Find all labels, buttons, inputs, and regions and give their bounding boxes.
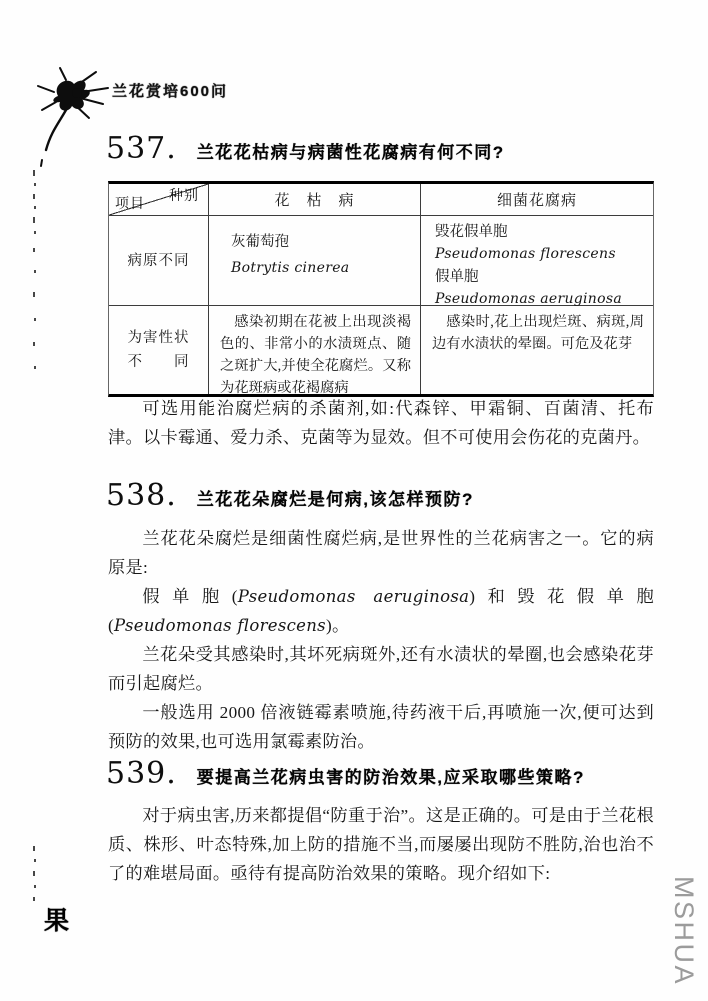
column-header-flower-blight: 花 枯 病	[209, 184, 421, 216]
column-header-bacterial-rot: 细菌花腐病	[421, 184, 653, 216]
pathogen-blight-cn: 灰葡萄孢	[231, 234, 289, 250]
corner-label-item: 项目	[115, 197, 145, 212]
pathogen-blight-cell	[209, 216, 421, 306]
paragraph: 可选用能治腐烂病的杀菌剂,如:代森锌、甲霜铜、百菌清、托布津。以卡霉通、爱力杀、克菌等为显效。但不可使用会伤花的克菌丹。	[108, 399, 654, 447]
disease-comparison-table	[108, 181, 654, 397]
question-539-answer	[108, 801, 654, 888]
question-538-answer	[108, 524, 654, 756]
question-538-heading	[106, 478, 474, 513]
question-539-title: 要提高兰花病虫害的防治效果,应采取哪些策略?	[196, 768, 585, 787]
running-head: 兰花赏培600问	[112, 83, 229, 100]
question-537-answer	[108, 394, 654, 452]
pathogen-bacterial-latin-2: Pseudomonas aeruginosa	[435, 291, 622, 308]
row-label-pathogen: 病原不同	[109, 216, 209, 306]
question-537-title: 兰花花枯病与病菌性花腐病有何不同?	[196, 143, 505, 162]
question-538-title: 兰花花朵腐烂是何病,该怎样预防?	[196, 490, 474, 509]
question-537-number: 537.	[106, 131, 177, 166]
paragraph: 兰花花朵腐烂是细菌性腐烂病,是世界性的兰花病害之一。它的病原是:	[108, 529, 654, 577]
corner-label-category: 种别	[169, 189, 199, 204]
question-539-heading	[106, 756, 585, 791]
row-label-symptoms	[109, 306, 209, 394]
pathogen-bacterial-latin-1: Pseudomonas florescens	[435, 246, 616, 263]
table-corner-cell	[109, 184, 209, 216]
symptoms-bacterial-cell: 感染时,花上出现烂斑、病斑,周边有水渍状的晕圈。可危及花芽	[432, 314, 644, 352]
question-537-heading	[106, 131, 505, 166]
paragraph-with-latin: 假单胞(Pseudomonas aeruginosa)和毁花假单胞(Pseudomonas florescens)。	[108, 587, 654, 635]
chapter-edge-tab: 果	[44, 907, 70, 935]
question-539-number: 539.	[106, 756, 177, 791]
paragraph: 一般选用 2000 倍液链霉素喷施,待药液干后,再喷施一次,便可达到预防的效果,也可选用氯霉素防治。	[108, 703, 654, 751]
question-538-number: 538.	[106, 478, 177, 513]
pathogen-bacterial-cn-2: 假单胞	[435, 268, 479, 285]
mshua-watermark: MSHUA	[669, 876, 699, 987]
paragraph: 兰花朵受其感染时,其坏死病斑外,还有水渍状的晕圈,也会感染花芽而引起腐烂。	[108, 645, 654, 693]
pathogen-bacterial-cell	[421, 216, 653, 306]
symptoms-label-line-2: 不 同	[127, 354, 190, 370]
symptoms-blight-cell: 感染初期在花被上出现淡褐色的、非常小的水渍斑点、随之斑扩大,并使全花腐烂。又称为花斑病或花褐腐病	[209, 306, 421, 394]
pathogen-blight-latin: Botrytis cinerea	[231, 260, 350, 276]
pathogen-bacterial-cn-1: 毁花假单胞	[435, 224, 508, 240]
paragraph: 对于病虫害,历来都提倡“防重于治”。这是正确的。可是由于兰花根质、株形、叶态特殊,加上防的措施不当,而屡屡出现防不胜防,治也治不了的难堪局面。亟待有提高防治效果的策略。现介绍如下:	[108, 806, 654, 883]
symptoms-label-line-1: 为害性状	[127, 330, 190, 346]
